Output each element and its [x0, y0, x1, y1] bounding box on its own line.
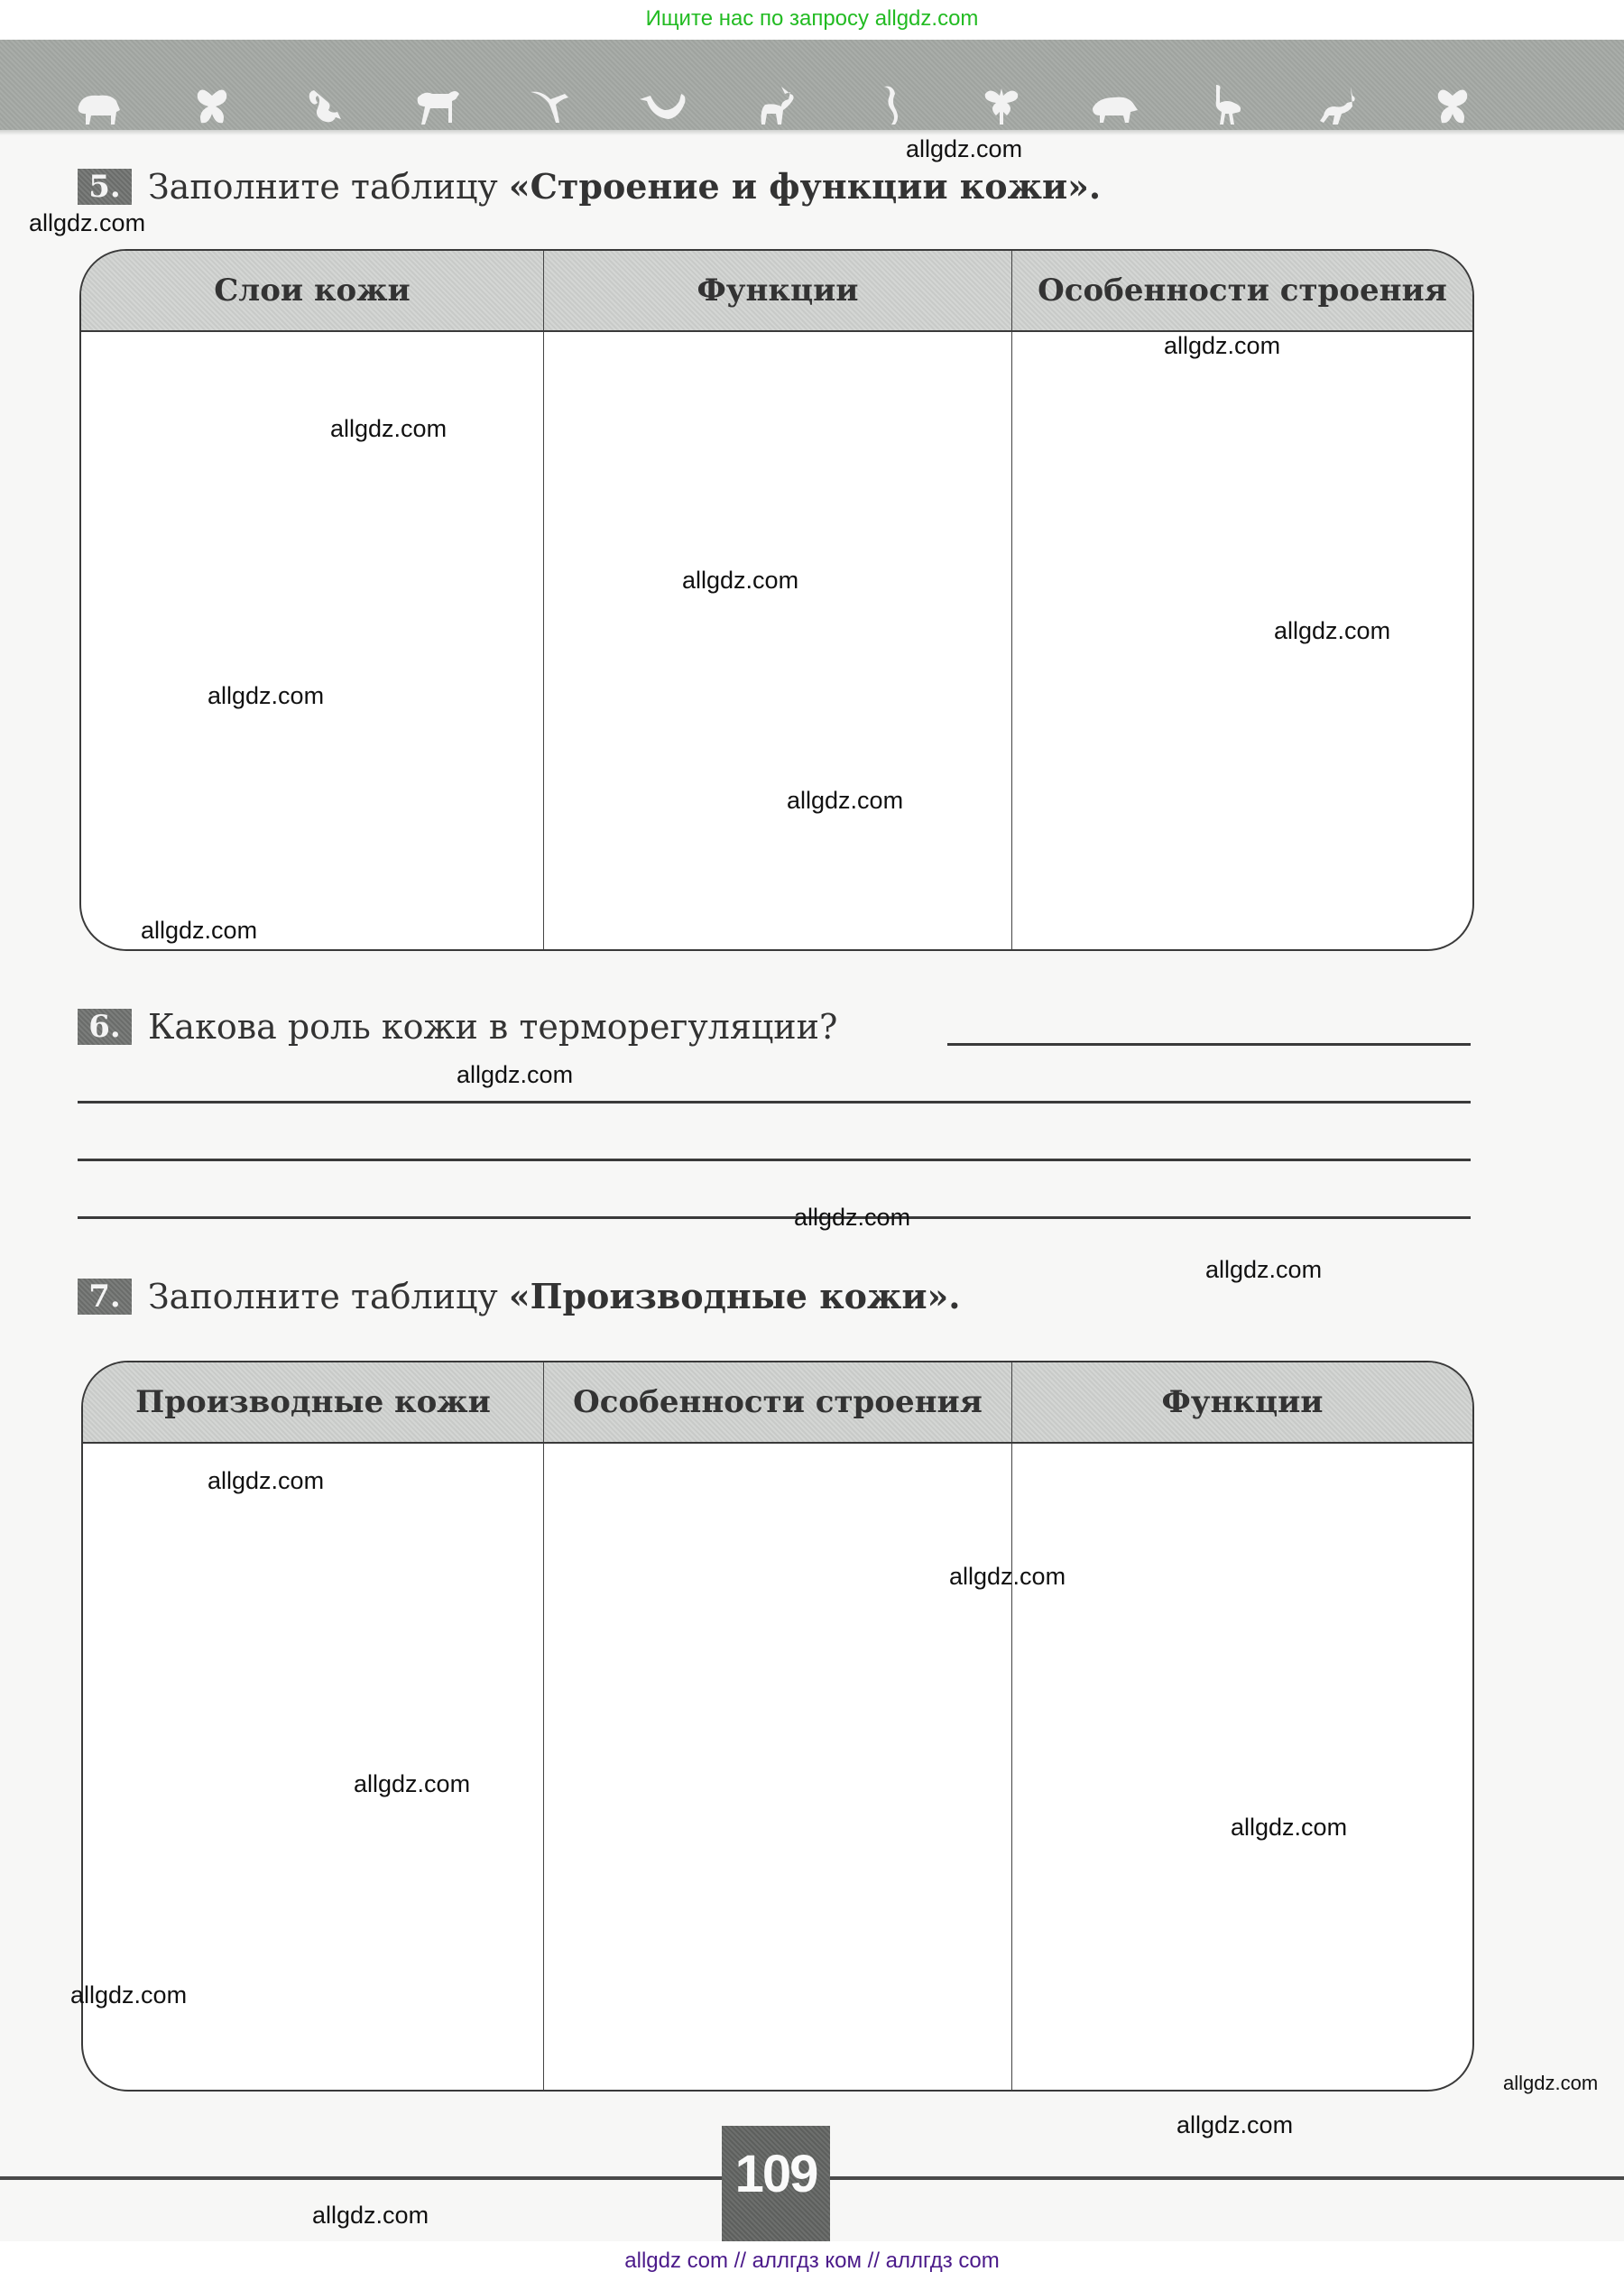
cell-functions[interactable] [1012, 1444, 1472, 2090]
seahorse-icon [862, 85, 916, 126]
answer-line-4[interactable] [78, 1216, 1471, 1219]
animal-silhouettes [72, 83, 1480, 126]
watermark: allgdz.com [1231, 1814, 1348, 1841]
table-body [81, 332, 1472, 949]
watermark: allgdz.com [354, 1770, 471, 1797]
task5-prefix: Заполните таблицу [148, 166, 509, 207]
answer-line-2[interactable] [78, 1101, 1471, 1104]
cell-functions[interactable] [544, 332, 1012, 949]
antelope-icon [1313, 85, 1367, 126]
ostrich-icon [1200, 85, 1254, 126]
column-header-skin-derivatives: Производные кожи [83, 1362, 544, 1442]
cell-structure-features[interactable] [1012, 332, 1472, 949]
watermark: allgdz.com [457, 1061, 574, 1088]
watermark: allgdz.com [208, 682, 325, 709]
table-body [83, 1444, 1472, 2090]
watermark: allgdz.com [312, 2202, 429, 2229]
watermark: allgdz.com [1176, 2111, 1294, 2138]
task5-number: 5. [78, 169, 132, 205]
watermark: allgdz.com [949, 1563, 1066, 1590]
task7-prefix: Заполните таблицу [148, 1276, 509, 1316]
watermark: allgdz.com [906, 135, 1023, 162]
task5-heading [78, 166, 1101, 207]
watermark: allgdz.com [794, 1204, 911, 1231]
task5-title: «Строение и функции кожи». [508, 166, 1102, 207]
task7-heading [78, 1276, 961, 1316]
watermark: allgdz.com [208, 1467, 325, 1494]
horse-icon [411, 85, 465, 126]
watermark: allgdz.com [1164, 332, 1281, 359]
watermark: allgdz.com [70, 1981, 188, 2009]
answer-line-1[interactable] [947, 1043, 1471, 1046]
task6-number: 6. [78, 1009, 132, 1045]
butterfly-icon [1426, 85, 1480, 126]
watermark: allgdz.com [1205, 1256, 1323, 1283]
boar-icon [1087, 85, 1141, 126]
task7-number: 7. [78, 1279, 132, 1315]
deer-icon [749, 85, 803, 126]
watermark: allgdz.com [1503, 2072, 1599, 2094]
table-header [81, 251, 1472, 332]
footer-rule-right [830, 2176, 1624, 2180]
column-header-functions: Функции [1161, 1384, 1324, 1420]
header-band [0, 40, 1624, 130]
watermark: allgdz.com [682, 567, 799, 594]
column-header-structure-features: Особенности строения [544, 1362, 1012, 1442]
dolphin-icon [636, 85, 690, 126]
bird-icon [523, 85, 577, 126]
top-watermark-banner: Ищите нас по запросу allgdz.com [0, 0, 1624, 40]
cell-skin-layers[interactable] [81, 332, 544, 949]
page-number: 109 [734, 2145, 817, 2203]
bison-icon [72, 85, 126, 126]
header-shadow [0, 130, 1624, 135]
bee-icon [974, 85, 1029, 126]
table-header [83, 1362, 1472, 1444]
watermark: allgdz.com [787, 787, 904, 814]
butterfly-icon [185, 85, 239, 126]
column-header-structure-features: Особенности строения [1038, 272, 1447, 309]
footer-rule-left [0, 2176, 722, 2180]
scorpion-icon [298, 85, 352, 126]
answer-line-3[interactable] [78, 1159, 1471, 1161]
cell-structure-features[interactable] [544, 1444, 1012, 2090]
column-header-skin-layers: Слои кожи [81, 251, 544, 330]
column-header-functions: Функции [544, 251, 1012, 330]
watermark: allgdz.com [29, 209, 146, 236]
watermark: allgdz.com [330, 415, 448, 442]
task7-title: «Производные кожи». [508, 1276, 961, 1316]
watermark: allgdz.com [1274, 617, 1391, 644]
task6-question: Какова роль кожи в терморегуляции? [148, 1007, 838, 1047]
bottom-watermark-banner: allgdz com // аллгдз ком // аллгдз com [0, 2241, 1624, 2281]
task6-heading [78, 1007, 837, 1047]
watermark: allgdz.com [141, 917, 258, 944]
